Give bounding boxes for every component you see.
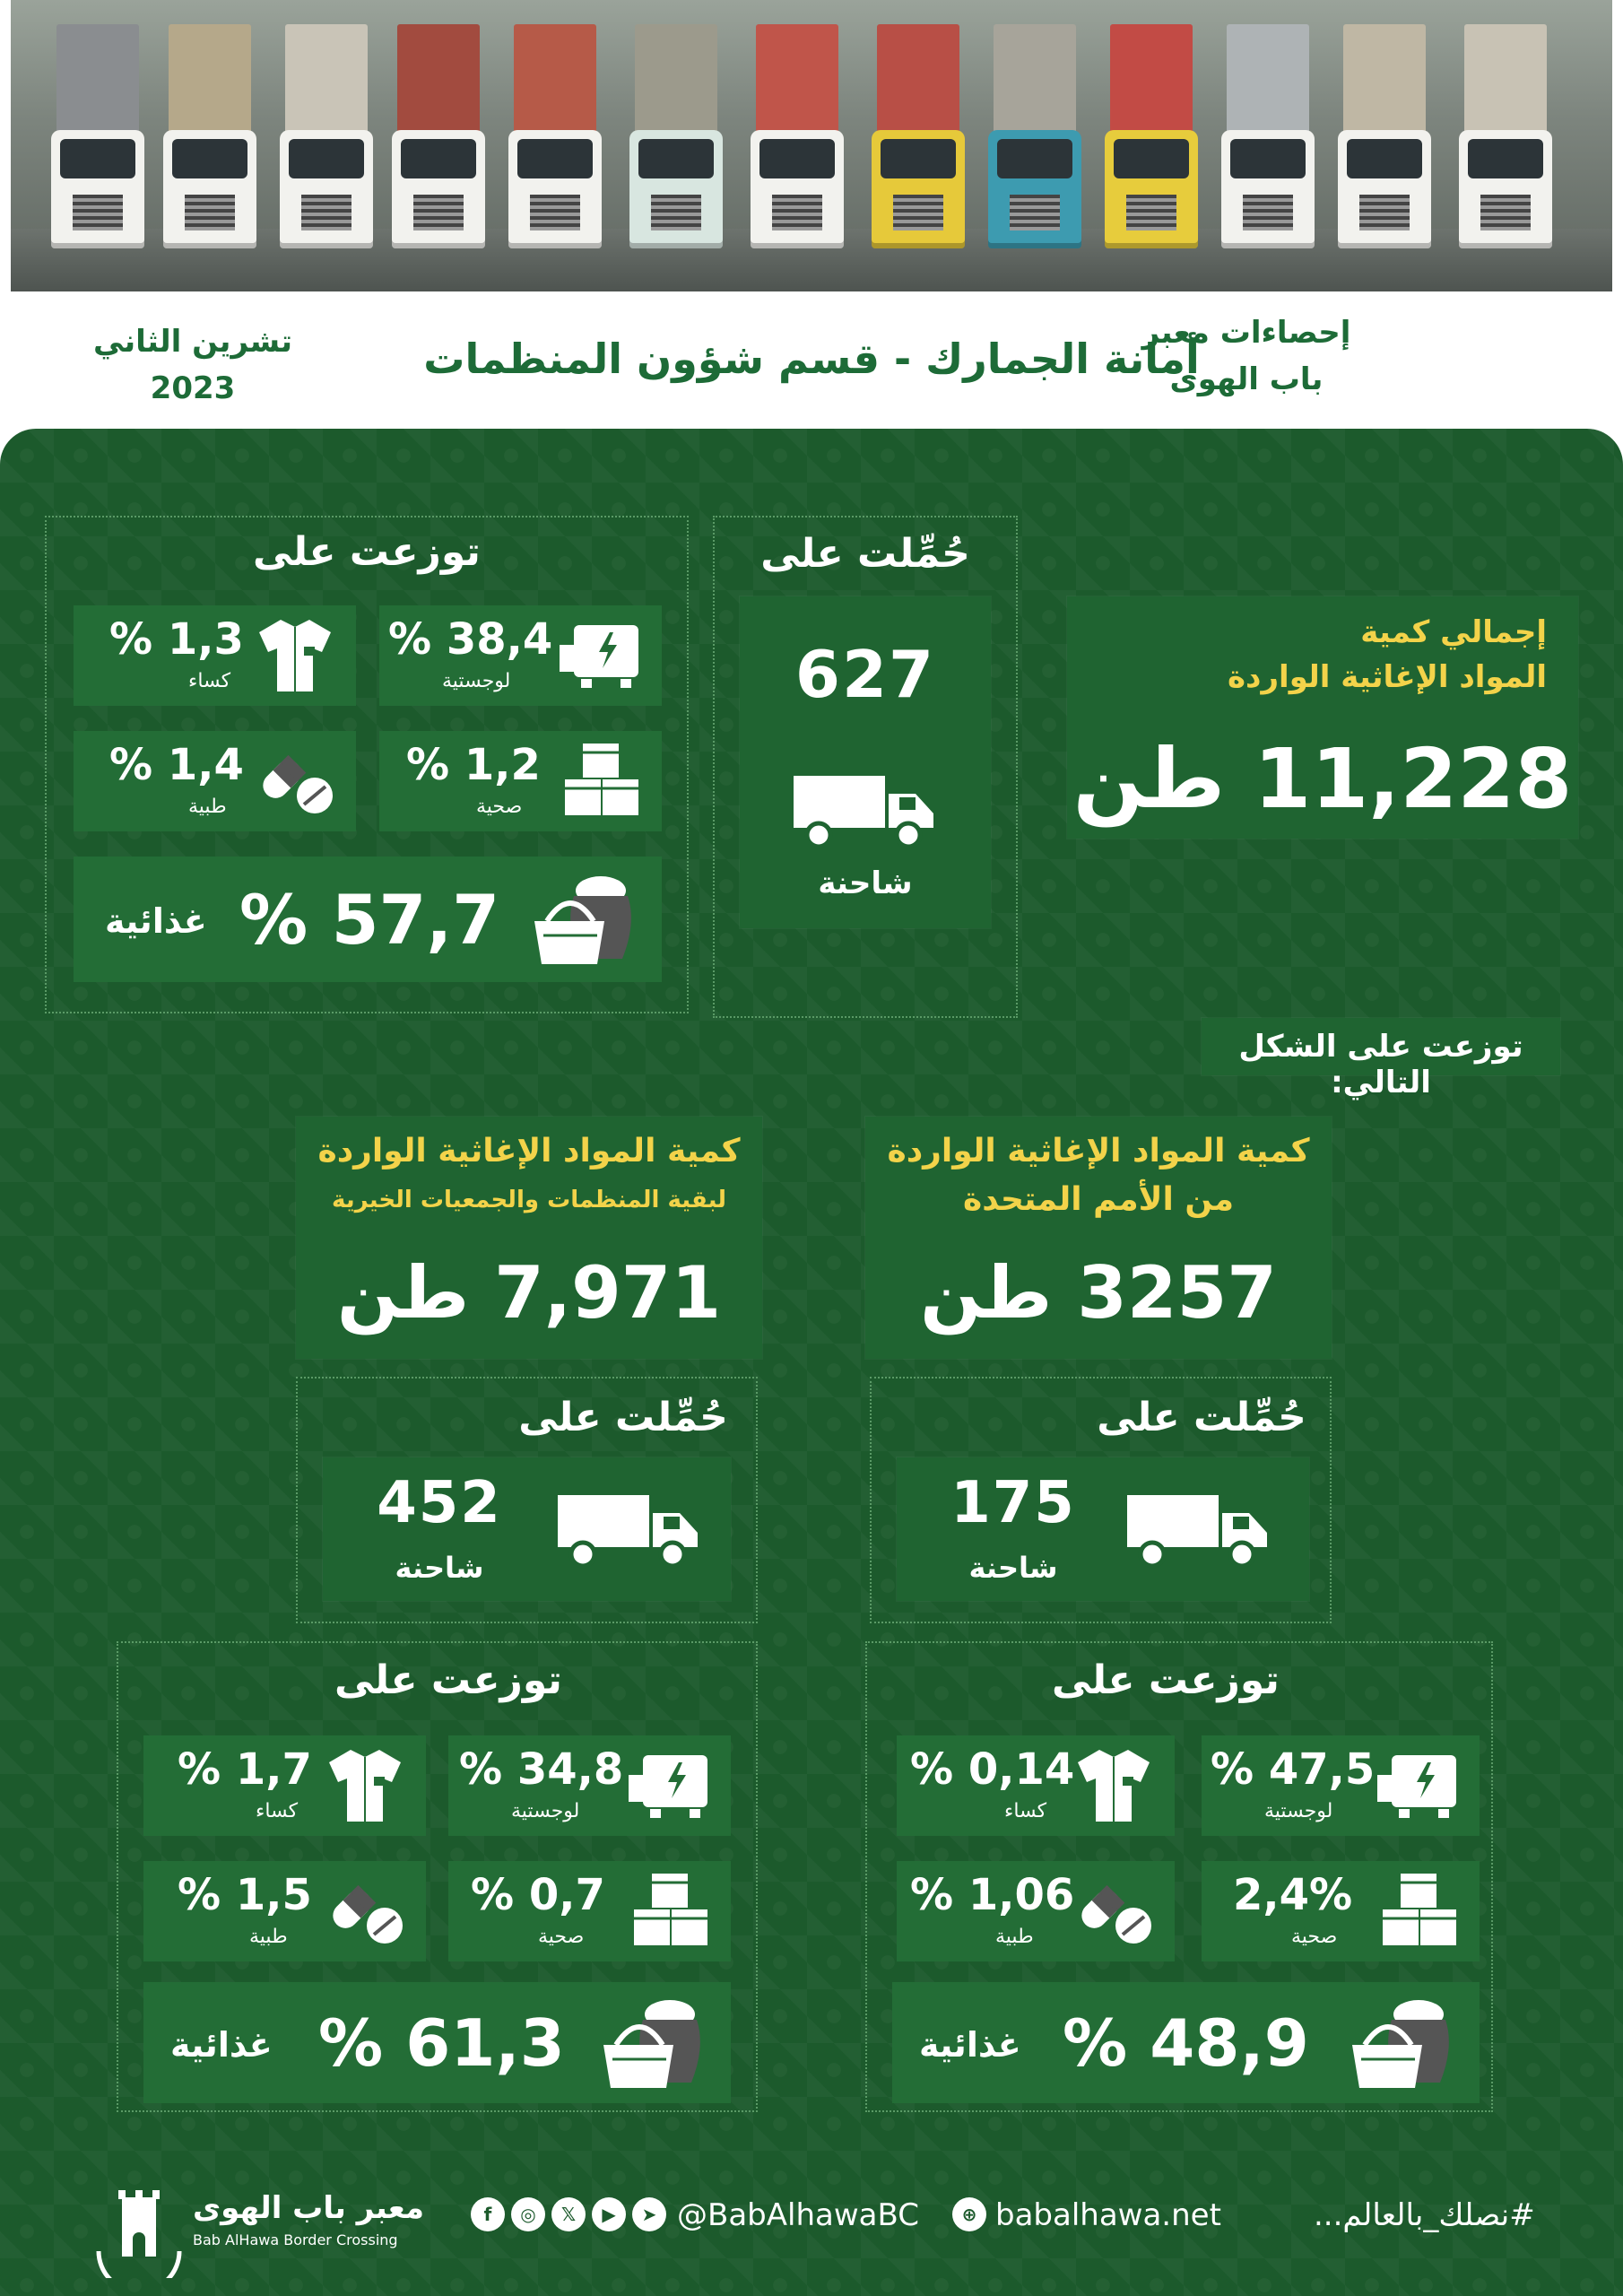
pills-icon xyxy=(1069,1872,1159,1952)
un-distributed-heading: توزعت على xyxy=(1052,1657,1280,1703)
pills-icon xyxy=(320,1872,410,1952)
un-food-label: غذائية xyxy=(919,2025,1021,2065)
total-trucks-count: 627 xyxy=(794,637,936,712)
hero-truck xyxy=(1105,24,1198,248)
total-clothing-label: كساء xyxy=(188,670,231,692)
header-right-line1: إحصاءات معبر xyxy=(1141,315,1351,351)
pills-icon xyxy=(250,742,340,822)
truck-icon xyxy=(792,767,940,852)
others-health-label: صحية xyxy=(538,1926,585,1948)
hero-truck xyxy=(51,24,144,248)
un-health-value: 2,4% xyxy=(1233,1870,1353,1920)
total-medical-label: طبية xyxy=(188,796,227,818)
boxes-icon xyxy=(625,1868,715,1954)
hero-truck xyxy=(629,24,723,248)
tower-logo-icon xyxy=(90,2179,188,2278)
hero-truck xyxy=(1338,24,1431,248)
un-tile-logistics xyxy=(1202,1735,1480,1836)
un-tile-medical xyxy=(897,1861,1175,1961)
title-bar xyxy=(0,291,1623,426)
x-icon[interactable]: 𝕏 xyxy=(551,2197,586,2231)
total-label-line1: إجمالي كمية xyxy=(1360,614,1547,650)
others-tile-clothing xyxy=(143,1735,426,1836)
total-food-label: غذائية xyxy=(105,901,207,941)
others-medical-value: 1,5 % xyxy=(178,1870,312,1920)
footer-website[interactable]: babalhawa.net xyxy=(995,2197,1221,2233)
un-tile-food xyxy=(892,1982,1480,2103)
footer xyxy=(0,2135,1623,2296)
others-tile-food xyxy=(143,1982,731,2103)
others-loaded-on: حُمِّلت على xyxy=(518,1395,728,1440)
truck-icon xyxy=(1125,1486,1273,1571)
total-logistics-label: لوجستية xyxy=(442,670,511,692)
total-distributed-heading: توزعت على xyxy=(253,529,481,575)
header-month: تشرين الثاني xyxy=(93,324,292,360)
boxes-icon xyxy=(1374,1868,1463,1954)
un-clothing-value: 0,14 % xyxy=(910,1744,1075,1795)
hero-truck xyxy=(872,24,965,248)
total-tile-logistics xyxy=(379,605,662,706)
hero-truck xyxy=(163,24,256,248)
footer-brand-ar: معبر باب الهوى xyxy=(193,2190,424,2226)
un-amount: 3257 طن xyxy=(920,1251,1277,1335)
telegram-icon[interactable]: ➤ xyxy=(632,2197,666,2231)
others-amount: 7,971 طن xyxy=(336,1251,722,1335)
others-tile-health xyxy=(448,1861,731,1961)
others-food-value: 61,3 % xyxy=(318,2005,565,2081)
others-clothing-value: 1,7 % xyxy=(178,1744,312,1795)
total-trucks-unit: شاحنة xyxy=(818,865,913,901)
un-logistics-label: لوجستية xyxy=(1264,1800,1333,1822)
others-trucks-count: 452 xyxy=(377,1470,502,1536)
hero-truck xyxy=(751,24,844,248)
total-tile-clothing xyxy=(74,605,356,706)
header-year: 2023 xyxy=(150,370,236,406)
total-health-value: 1,2 % xyxy=(406,740,541,790)
others-medical-label: طبية xyxy=(249,1926,288,1948)
truck-icon xyxy=(556,1486,704,1571)
un-food-value: 48,9 % xyxy=(1063,2005,1309,2081)
boxes-icon xyxy=(556,738,646,824)
distribution-title-tag xyxy=(1202,1018,1560,1100)
youtube-icon[interactable]: ▶ xyxy=(592,2197,626,2231)
hero-truck xyxy=(392,24,485,248)
total-tile-medical xyxy=(74,731,356,831)
shirt-icon xyxy=(254,614,336,697)
page-title: أمانة الجمارك - قسم شؤون المنظمات xyxy=(423,335,1200,383)
others-trucks-panel xyxy=(323,1457,731,1601)
total-amount: 11,228 طن xyxy=(1072,731,1573,827)
total-tile-food xyxy=(74,857,662,982)
shirt-icon xyxy=(1072,1744,1155,1827)
footer-handle[interactable]: @BabAlhawaBC xyxy=(677,2197,919,2233)
hero-truck xyxy=(1459,24,1552,248)
instagram-icon[interactable]: ◎ xyxy=(511,2197,545,2231)
others-tile-medical xyxy=(143,1861,426,1961)
others-logistics-label: لوجستية xyxy=(511,1800,580,1822)
footer-hashtag[interactable]: #نصلك_بالعالم... xyxy=(1314,2197,1535,2233)
facebook-icon[interactable]: f xyxy=(471,2197,505,2231)
un-medical-label: طبية xyxy=(995,1926,1034,1948)
un-tile-health xyxy=(1202,1861,1480,1961)
hero-trucks-photo xyxy=(11,0,1612,291)
others-health-value: 0,7 % xyxy=(471,1870,605,1920)
un-trucks-panel xyxy=(897,1457,1309,1601)
hero-truck xyxy=(1221,24,1315,248)
total-health-label: صحية xyxy=(476,796,523,818)
un-loaded-on: حُمِّلت على xyxy=(1097,1395,1306,1440)
un-health-label: صحية xyxy=(1291,1926,1338,1948)
others-food-label: غذائية xyxy=(170,2025,273,2065)
food-basket-icon xyxy=(598,1989,715,2097)
others-clothing-label: كساء xyxy=(256,1800,299,1822)
un-title-line2: من الأمم المتحدة xyxy=(962,1181,1235,1218)
hero-truck xyxy=(280,24,373,248)
others-tile-logistics xyxy=(448,1735,731,1836)
generator-icon xyxy=(625,1748,715,1823)
header-right-line2: باب الهوى xyxy=(1169,361,1324,397)
hero-truck xyxy=(508,24,602,248)
un-logistics-value: 47,5 % xyxy=(1211,1744,1376,1795)
food-basket-icon xyxy=(1347,1989,1463,2097)
others-trucks-unit: شاحنة xyxy=(395,1551,484,1585)
total-tile-health xyxy=(379,731,662,831)
total-amount-panel xyxy=(1067,596,1578,839)
total-loaded-on: حُمِّلت على xyxy=(760,531,970,577)
others-title-line1: كمية المواد الإغاثية الواردة xyxy=(317,1133,741,1170)
hero-truck xyxy=(988,24,1081,248)
un-medical-value: 1,06 % xyxy=(910,1870,1075,1920)
un-amount-panel xyxy=(865,1117,1332,1359)
others-distributed-heading: توزعت على xyxy=(334,1657,562,1703)
others-title-line2: لبقية المنظمات والجمعيات الخيرية xyxy=(332,1187,726,1213)
globe-icon: ⊕ xyxy=(952,2197,986,2231)
un-clothing-label: كساء xyxy=(1004,1800,1047,1822)
distribution-title: توزعت على الشكل التالي: xyxy=(1238,1029,1523,1100)
un-title-line1: كمية المواد الإغاثية الواردة xyxy=(887,1133,1310,1170)
un-tile-clothing xyxy=(897,1735,1175,1836)
footer-brand-en: Bab AlHawa Border Crossing xyxy=(193,2231,398,2248)
header-date xyxy=(85,318,300,412)
total-label-line2: المواد الإغاثية الواردة xyxy=(1227,659,1547,695)
total-clothing-value: 1,3 % xyxy=(109,614,244,665)
total-food-value: 57,7 % xyxy=(239,880,500,960)
generator-icon xyxy=(1374,1748,1463,1823)
total-medical-value: 1,4 % xyxy=(109,740,244,790)
total-trucks-panel xyxy=(740,596,991,928)
food-basket-icon xyxy=(529,865,646,973)
generator-icon xyxy=(556,618,646,693)
un-trucks-unit: شاحنة xyxy=(968,1551,1058,1585)
others-logistics-value: 34,8 % xyxy=(459,1744,624,1795)
total-logistics-value: 38,4 % xyxy=(388,614,553,665)
shirt-icon xyxy=(324,1744,406,1827)
others-amount-panel xyxy=(296,1117,762,1359)
un-trucks-count: 175 xyxy=(950,1470,1076,1536)
